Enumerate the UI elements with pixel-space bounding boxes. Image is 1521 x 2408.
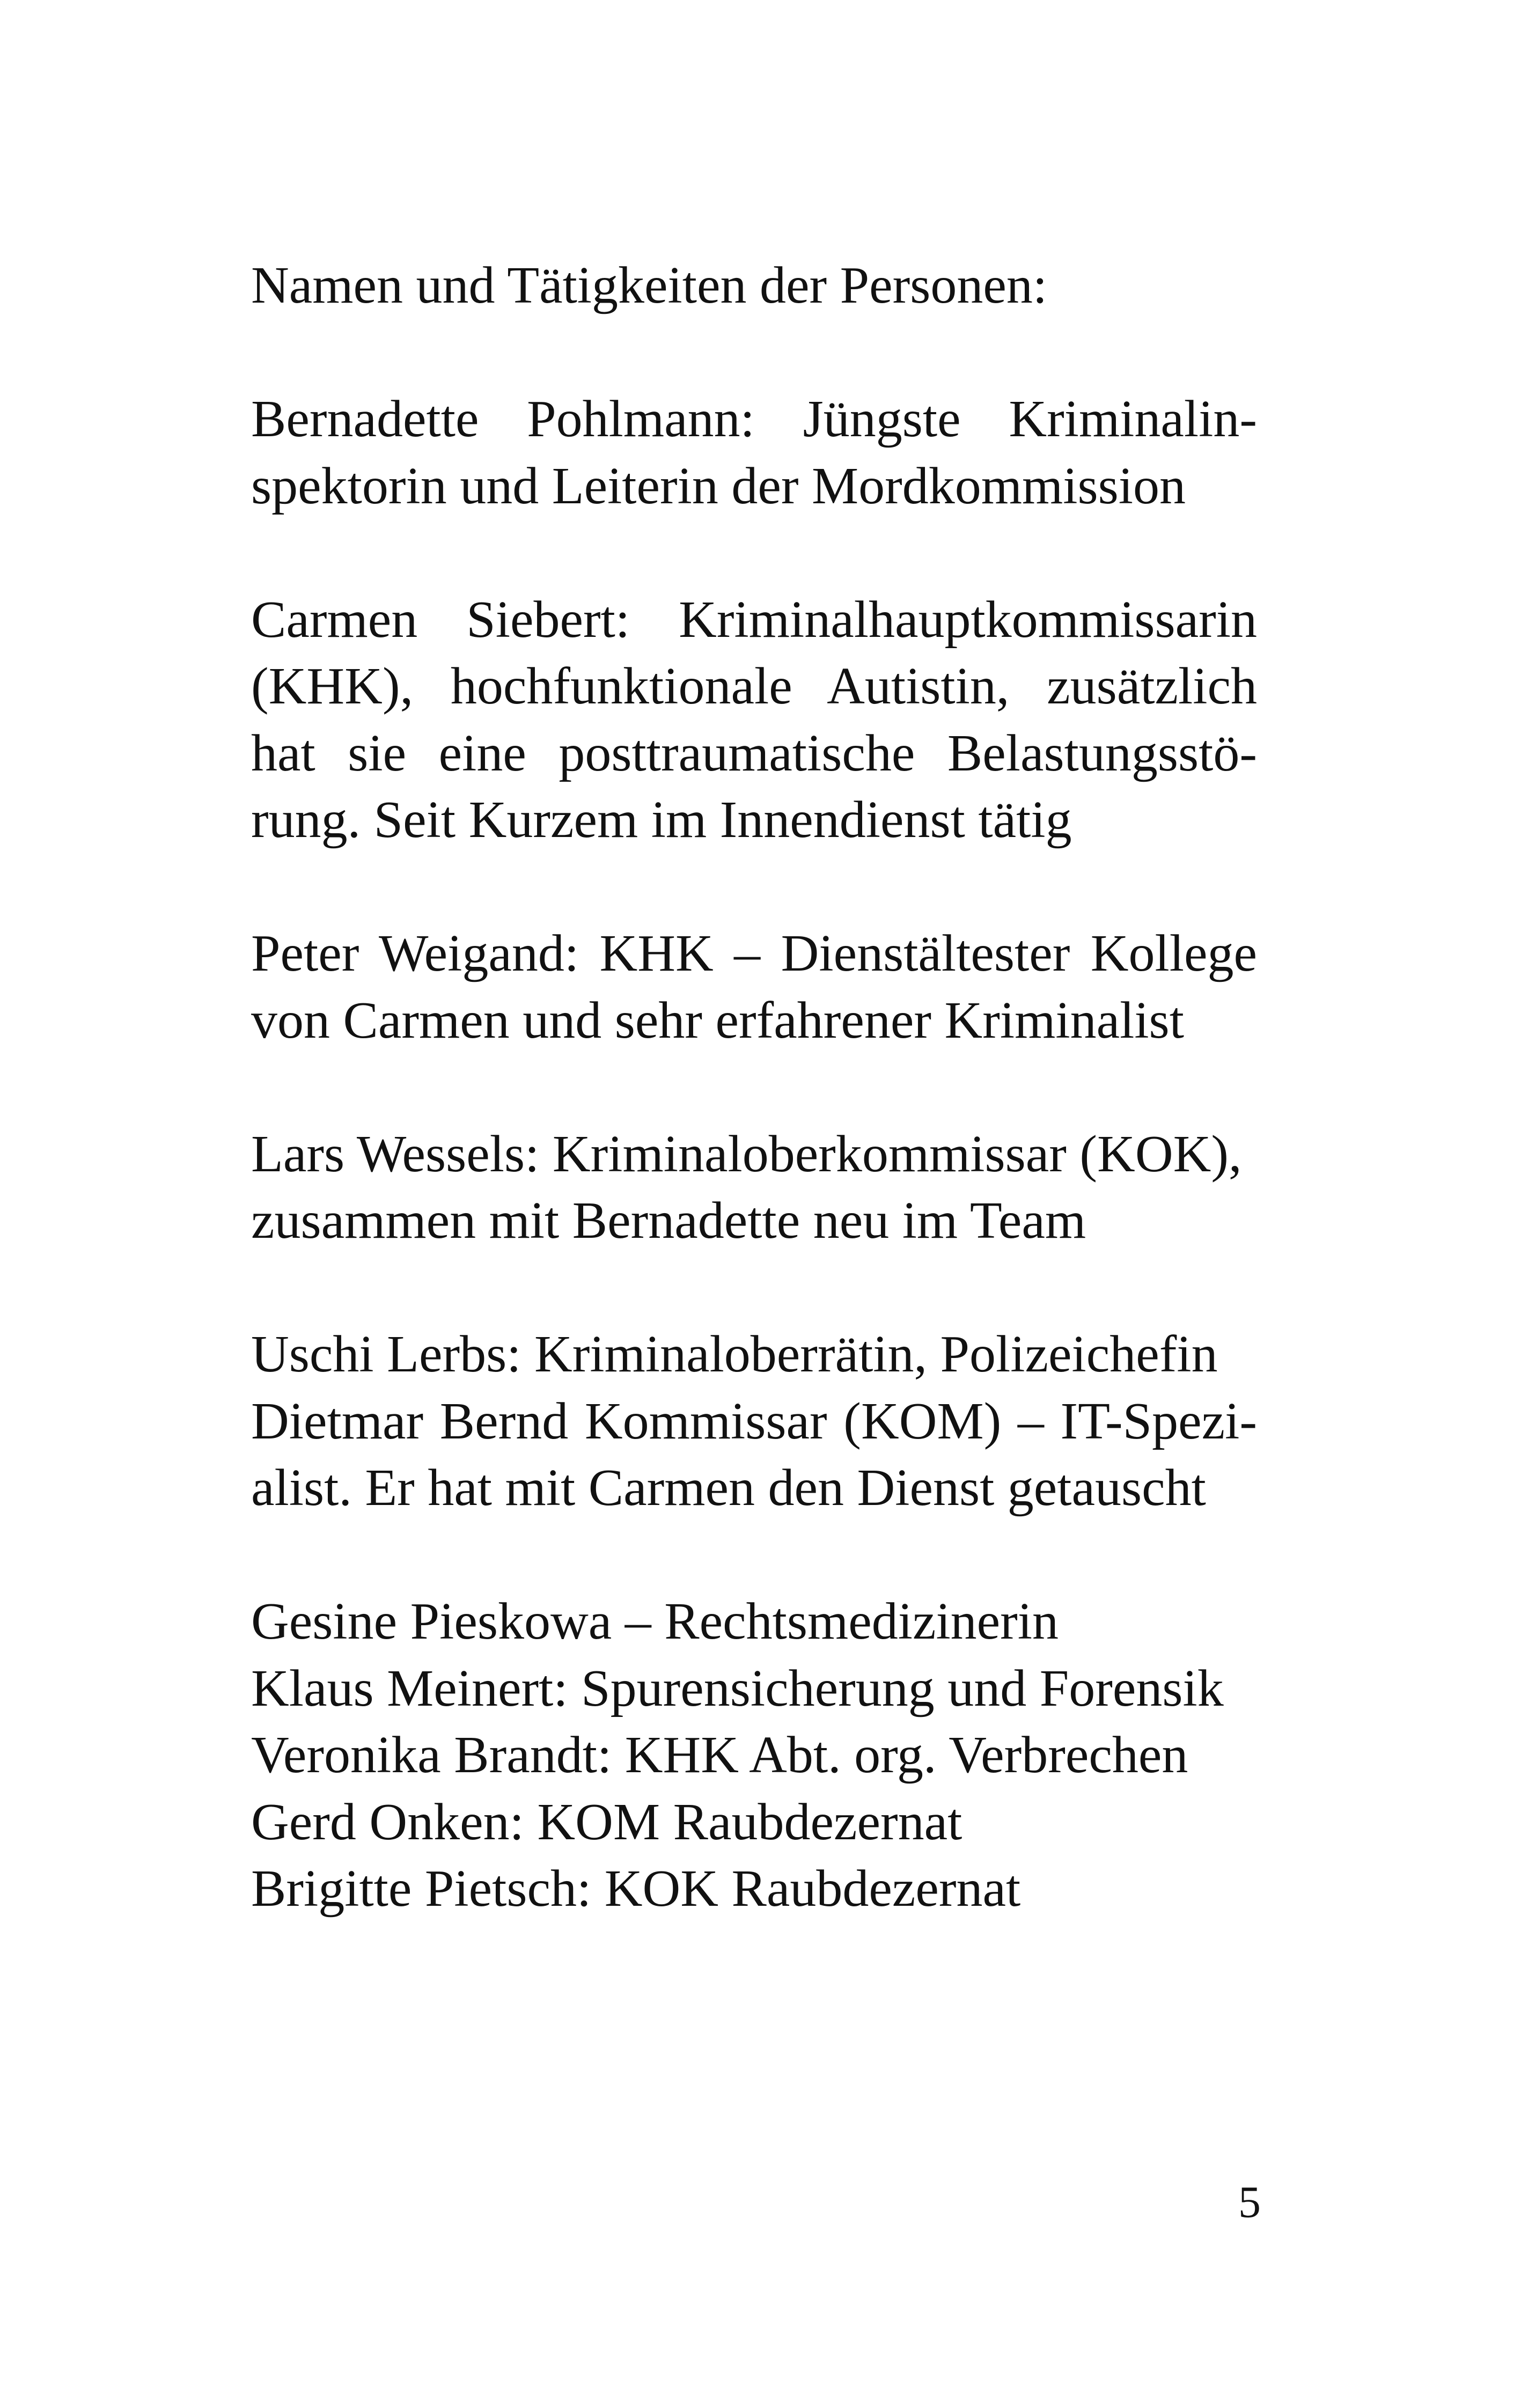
text-line: spektorin und Leiterin der Mordkommission — [251, 457, 1186, 515]
text-line: (KHK), hochfunktionale Autistin, zusätzlich — [251, 657, 1257, 715]
text-line: Carmen Siebert: Kriminalhauptkommissarin — [251, 590, 1257, 649]
text-line: Bernadette Pohlmann: Jüngste Kriminalin- — [251, 390, 1257, 448]
character-entry-lerbs-bernd — [251, 1321, 1257, 1522]
text-line: Klaus Meinert: Spurensicherung und Forensik — [251, 1659, 1224, 1717]
text-line: Dietmar Bernd Kommissar (KOM) – IT-Spezi- — [251, 1392, 1257, 1450]
character-entry-weigand — [251, 920, 1257, 1054]
text-line: Brigitte Pietsch: KOK Raubdezernat — [251, 1860, 1021, 1918]
text-line: zusammen mit Bernadette neu im Team — [251, 1192, 1086, 1250]
heading-line: Namen und Tätigkeiten der Personen: — [251, 256, 1048, 314]
text-line: Veronika Brandt: KHK Abt. org. Verbrechen — [251, 1726, 1188, 1784]
character-entry-siebert — [251, 586, 1257, 854]
character-entry-wessels — [251, 1121, 1257, 1254]
text-line: von Carmen und sehr erfahrener Kriminalist — [251, 991, 1184, 1049]
text-line: Lars Wessels: Kriminaloberkommissar (KOK), — [251, 1125, 1242, 1183]
page-number: 5 — [1238, 2177, 1261, 2227]
page-heading — [251, 252, 1257, 319]
text-line: Gerd Onken: KOM Raubdezernat — [251, 1793, 962, 1851]
character-entry-pohlmann — [251, 386, 1257, 519]
text-line: Peter Weigand: KHK – Dienstältester Kollege — [251, 924, 1257, 982]
text-line: rung. Seit Kurzem im Innendienst tätig — [251, 791, 1072, 849]
text-line: alist. Er hat mit Carmen den Dienst getauscht — [251, 1459, 1206, 1517]
text-line: Uschi Lerbs: Kriminaloberrätin, Polizeichefin — [251, 1325, 1218, 1383]
character-list — [251, 252, 1257, 1922]
text-line: Gesine Pieskowa – Rechtsmedizinerin — [251, 1592, 1059, 1650]
text-line: hat sie eine posttraumatische Belastungsstö- — [251, 724, 1257, 782]
character-entry-others — [251, 1588, 1257, 1922]
